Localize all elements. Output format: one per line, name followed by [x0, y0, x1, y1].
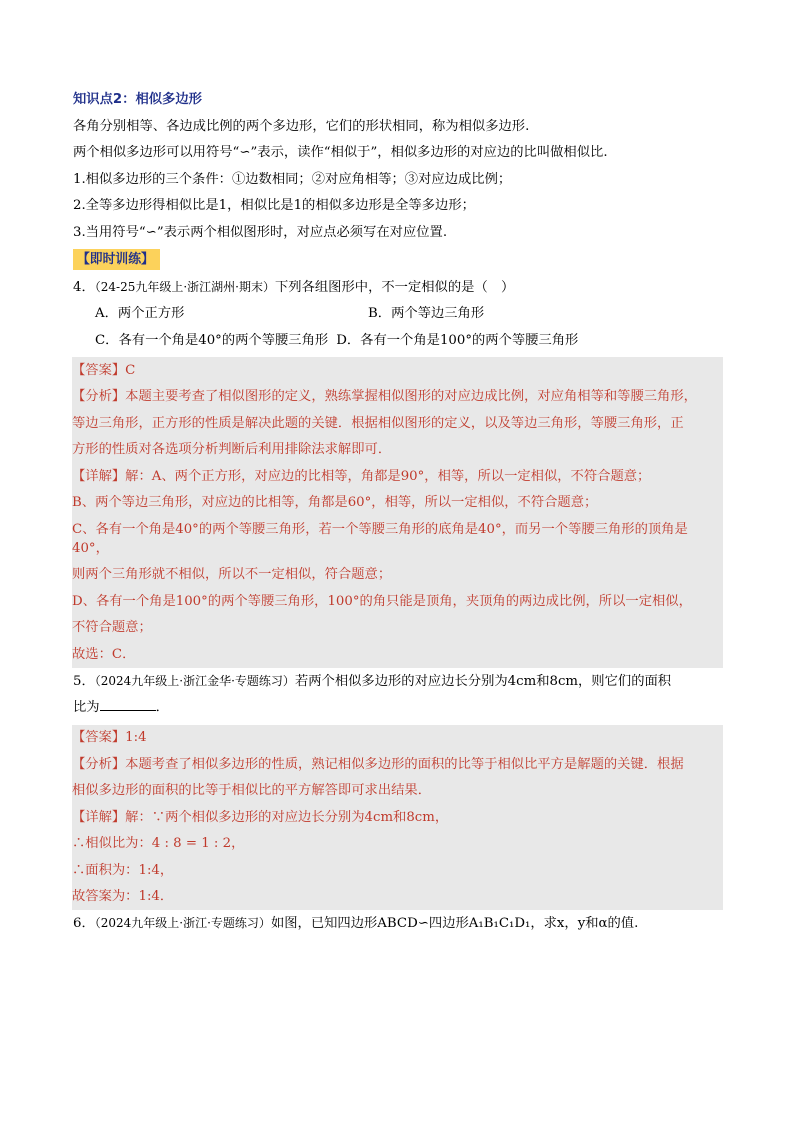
question-5-line-2: [73, 698, 723, 717]
q5-detail-3: ∴面积为：1:4，: [72, 862, 174, 878]
q6-source: （2024九年级上·浙江·专题练习）: [94, 916, 271, 930]
q6-stem: 如图，已知四边形ABCD∽四边形A₁B₁C₁D₁，求x，y和α的值.: [270, 916, 639, 931]
q4-detail-4: 则两个三角形就不相似，所以不一定相似，符合题意；: [72, 567, 392, 583]
q4-analysis-2: 等边三角形，正方形的性质是解决此题的关键．根据相似图形的定义，以及等边三角形，等腰三角形，正: [72, 415, 684, 431]
kp-definition-2: 两个相似多边形可以用符号“∽”表示，读作“相似于”，相似多边形的对应边的比叫做相似比.: [73, 145, 608, 160]
q5-stem-end: ．: [155, 700, 169, 715]
q5-source: （2024九年级上·浙江金华·专题练习）: [94, 673, 295, 688]
q4-answer: 【答案】C: [72, 362, 136, 378]
q5-analysis-2: 相似多边形的面积的比等于相似比的平方解答即可求出结果．: [72, 783, 432, 799]
q5-detail-1: 【详解】解：∵两个相似多边形的对应边长分别为4cm和8cm，: [72, 809, 449, 825]
q4-option-c: C．各有一个角是40°的两个等腰三角形: [95, 332, 329, 348]
kp-definition-1: 各角分别相等、各边成比例的两个多边形，它们的形状相同，称为相似多边形.: [73, 118, 530, 134]
q5-number: 5．: [73, 673, 95, 689]
kp-title: 知识点2：相似多边形: [73, 92, 202, 107]
q4-stem: 下列各组图形中，不一定相似的是（ ）: [275, 279, 515, 295]
q4-detail-7: 故选：C．: [72, 646, 136, 662]
q5-stem-2: 比为: [73, 700, 100, 715]
kp-note-3: 3.当用符号“∽”表示两个相似图形时，对应点必须写在对应位置.: [73, 224, 448, 240]
question-4: [73, 278, 723, 297]
training-tag-row: [73, 249, 723, 270]
q5-detail-4: 故答案为：1:4．: [72, 889, 174, 905]
q5-answer: 【答案】1:4: [72, 730, 147, 746]
q5-analysis-1: 【分析】本题考查了相似多边形的性质，熟记相似多边形的面积的比等于相似比平方是解题的关键．根据: [72, 756, 684, 772]
kp-note-1: 1.相似多边形的三个条件：①边数相同；②对应角相等；③对应边成比例；: [73, 171, 512, 187]
question-5: [73, 672, 723, 691]
q4-detail-2: B、两个等边三角形，对应边的比相等，角都是60°，相等，所以一定相似，不符合题意；: [72, 495, 598, 511]
q4-detail-6: 不符合题意；: [72, 620, 152, 636]
q4-detail-5: D、各有一个角是100°的两个等腰三角形，100°的角只能是顶角，夹顶角的两边成比例，所以一定相似，: [72, 593, 692, 609]
q5-solution: [72, 725, 723, 911]
q4-option-d: D．各有一个角是100°的两个等腰三角形: [336, 332, 579, 348]
question-6: [73, 914, 723, 933]
training-tag: 【即时训练】: [73, 249, 160, 270]
q4-option-a: A．两个正方形: [95, 306, 185, 321]
document-page: [73, 90, 723, 941]
q4-source: （24-25九年级上·浙江湖州·期末）: [94, 279, 275, 294]
q4-detail-1: 【详解】解：A、两个正方形，对应边的比相等，角都是90°，相等，所以一定相似，不符合题意；: [72, 468, 651, 484]
q4-options-row-1: [73, 304, 723, 323]
q4-number: 4．: [73, 279, 95, 295]
q6-number: 6．: [73, 916, 95, 931]
kp-note-2: 2.全等多边形得相似比是1，相似比是1的相似多边形是全等多边形；: [73, 198, 475, 213]
q4-detail-3: C、各有一个角是40°的两个等腰三角形，若一个等腰三角形的底角是40°，而另一个等腰三角形的顶角是40°，: [72, 521, 688, 556]
q5-detail-2: ∴相似比为：4 : 8 = 1 : 2，: [72, 836, 245, 852]
q4-options-row-2: [73, 331, 723, 350]
q4-solution: [72, 357, 723, 668]
q4-analysis-1: 【分析】本题主要考查了相似图形的定义，熟练掌握相似图形的对应边成比例，对应角相等和等腰三角形，: [72, 389, 697, 405]
q5-stem-1: 若两个相似多边形的对应边长分别为4cm和8cm，则它们的面积: [294, 673, 672, 689]
q5-answer-blank[interactable]: [100, 698, 156, 711]
q4-option-b: B．两个等边三角形: [368, 306, 485, 321]
knowledge-point-title: [73, 90, 723, 109]
q4-analysis-3: 方形的性质对各选项分析判断后利用排除法求解即可．: [72, 442, 392, 458]
